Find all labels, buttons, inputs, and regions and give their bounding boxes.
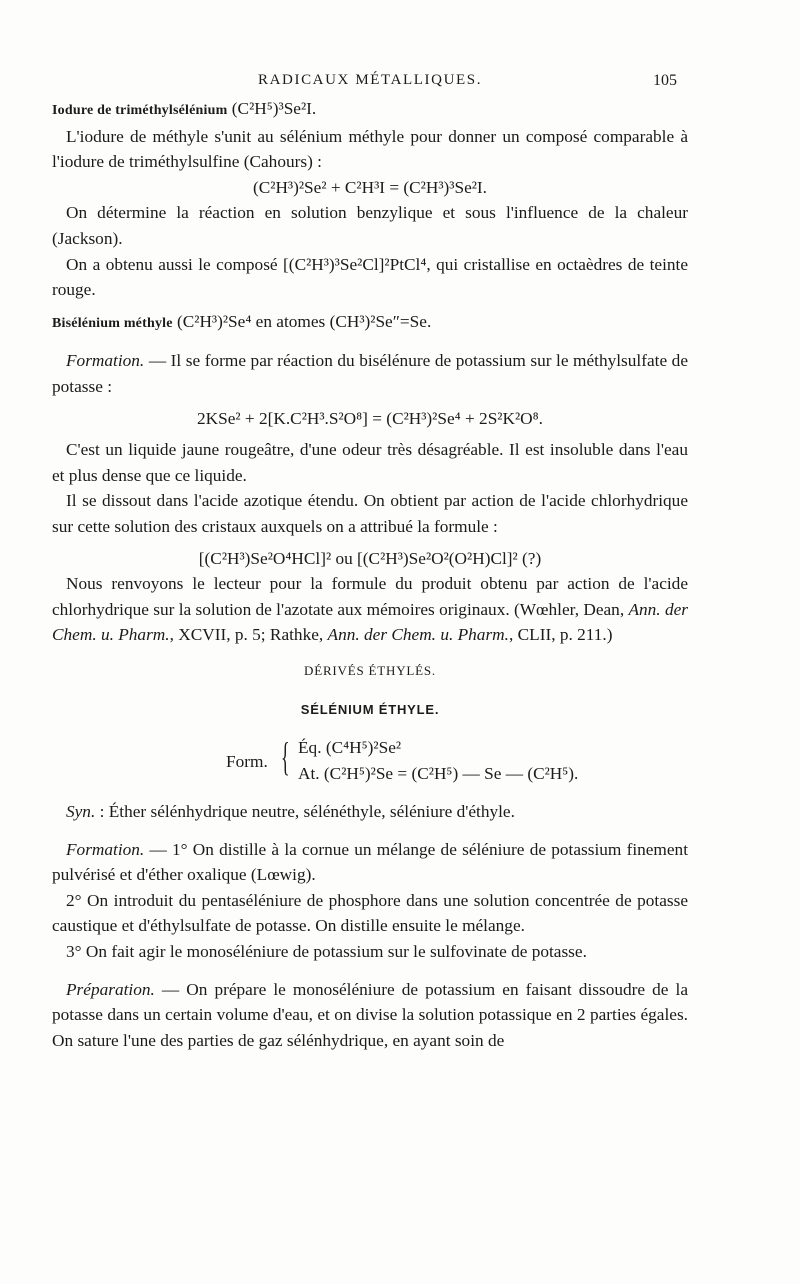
compound-formula: (C²H⁵)³Se²I. — [231, 99, 317, 118]
brace-icon: { — [281, 734, 290, 780]
paragraph-references — [52, 571, 688, 648]
formation-text: — Il se forme par réaction du bisélénure de potassium sur le méthylsulfate de potasse : — [52, 351, 688, 396]
page-body — [52, 96, 688, 1053]
paragraph: On détermine la réaction en solution benzylique et sous l'influence de la chaleur (Jackson). — [52, 203, 688, 248]
paragraph-formation — [52, 348, 688, 399]
paragraph: On a obtenu aussi le composé [(C²H³)³Se²Cl]²PtCl⁴, qui cristallise en octaèdres de teinte rouge. — [52, 254, 688, 300]
running-header — [0, 72, 800, 92]
formula-block — [52, 733, 688, 791]
paragraph: L'iodure de méthyle s'unit au sélénium méthyle pour donner un composé comparable à l'iodure de triméthylsulfine (Cahours) : — [52, 126, 688, 172]
formula-equivalents: Éq. (C⁴H⁵)²Se² — [298, 738, 402, 758]
formula-label: Form. — [226, 752, 268, 772]
paragraph: Il se dissout dans l'acide azotique étendu. On obtient par action de l'acide chlorhydrique sur cette solution des cristaux auxquels on a attribué la formule : — [52, 491, 688, 536]
heading-iodure — [52, 96, 688, 124]
text-run: , CLII, p. 211.) — [508, 625, 613, 645]
equation: (C²H³)²Se² + C²H³I = (C²H³)³Se²I. — [252, 177, 487, 197]
syn-text: : Éther sélénhydrique neutre, sélénéthyle, séléniure d'éthyle. — [95, 802, 515, 822]
preparation-label: Préparation. — [66, 979, 155, 999]
compound-heading: Iodure de triméthylsélénium — [52, 103, 228, 118]
paragraph-synonyms — [52, 799, 688, 825]
preparation-text: — On prépare le monoséléniure de potassium en faisant dissoudre de la potasse dans un certain volume d'eau, et on divise la solution potassique en 2 parties égales. On sature l'une des parties de gaz sélénhydrique, en ayant soin de — [52, 979, 688, 1050]
compound-heading: Bisélénium méthyle — [52, 315, 173, 331]
paragraph-formation — [52, 837, 688, 888]
section-heading: DÉRIVÉS ÉTHYLÉS. — [304, 662, 436, 678]
journal-reference: Ann. der Chem. u. Pharm. — [327, 625, 509, 645]
paragraph: 2° On introduit du pentaséléniure de phosphore dans une solution concentrée de potasse caustique et d'éthylsulfate de potasse. On distille ensuite le mélange. — [52, 890, 688, 936]
formation-text: — 1° On distille à la cornue un mélange de séléniure de potassium finement pulvérisé et d'éther oxalique (Lœwig). — [52, 839, 688, 885]
journal-reference: Ann. der Chem. u. Pharm. — [52, 599, 688, 645]
equation: [(C²H³)Se²O⁴HCl]² ou [(C²H³)Se²O²(O²H)Cl]² (?) — [198, 548, 542, 568]
syn-label: Syn. — [66, 802, 96, 822]
text-run: Nous renvoyons le lecteur pour la formule du produit obtenu par action de l'acide chlorhydrique sur la solution de l'azotate aux mémoires originaux. (Wœhler, Dean, — [52, 574, 688, 619]
equation: 2KSe² + 2[K.C²H³.S²O⁸] = (C²H³)²Se⁴ + 2S²K²O⁸. — [197, 408, 543, 428]
formula-atoms: At. (C²H⁵)²Se = (C²H⁵) — Se — (C²H⁵). — [298, 764, 579, 784]
paragraph-preparation — [52, 977, 688, 1054]
formation-label: Formation. — [66, 351, 145, 371]
heading-biselenium — [52, 309, 688, 337]
paragraph: 3° On fait agir le monoséléniure de potassium sur le sulfovinate de potasse. — [66, 942, 587, 962]
compound-formula: (C²H³)²Se⁴ en atomes (CH³)²Se″=Se. — [176, 311, 432, 331]
paragraph: C'est un liquide jaune rougeâtre, d'une odeur très désagréable. Il est insoluble dans l'eau et plus dense que ce liquide. — [52, 440, 688, 485]
running-title: RADICAUX MÉTALLIQUES. — [258, 72, 483, 88]
compound-title: SÉLÉNIUM ÉTHYLE. — [300, 702, 440, 718]
text-run: , XCVII, p. 5; Rathke, — [169, 625, 328, 645]
formation-label: Formation. — [66, 839, 145, 859]
page-number: 105 — [653, 72, 677, 89]
